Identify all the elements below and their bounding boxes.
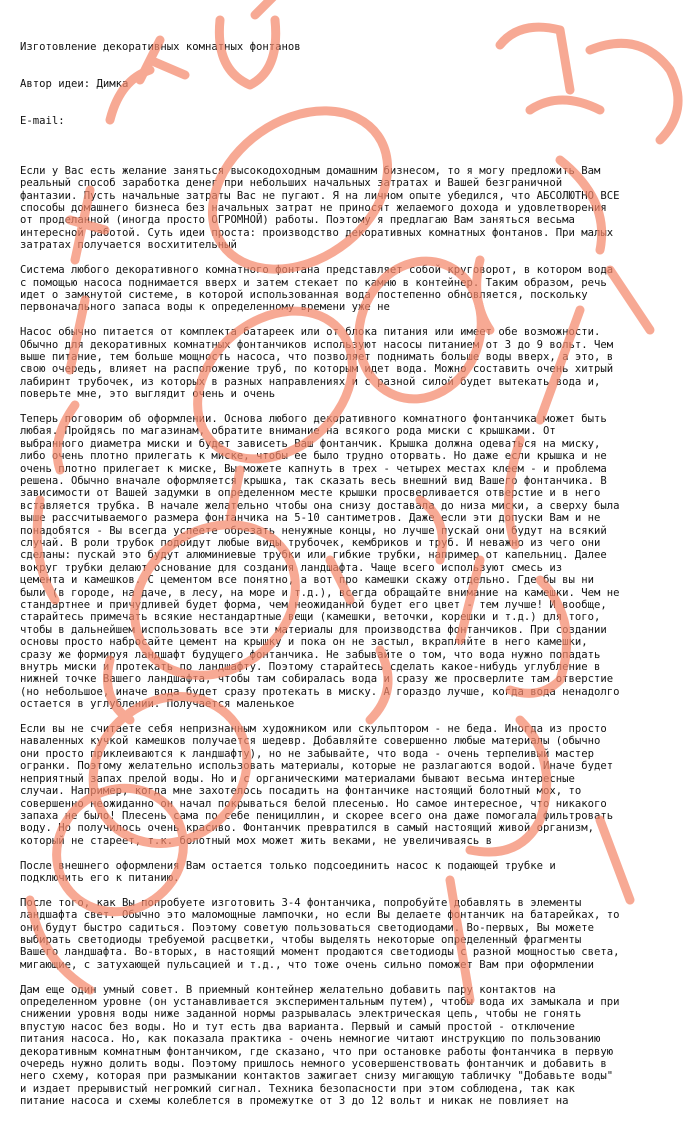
- text-line: выбранного диаметра миски и будет зависеть Ваш фонтанчик. Крышка должна одеваться на миску,: [20, 437, 601, 450]
- text-line: с помощью насоса поднимается вверх и затем стекает по камню в контейнер. Таким образом, речь: [20, 276, 607, 289]
- text-line: первоначального запаса воды к определенному времени уже не: [20, 301, 390, 314]
- text-line: они будут быстро садиться. Поэтому советую пользоваться светодиодами. Во-первых, Вы можете: [20, 921, 595, 934]
- text-line: стандартнее и причудливей будет форма, чем неожиданной будет его цвет - тем лучше! И вообще,: [20, 599, 607, 612]
- text-line: цемента и камешков. С цементом все понятно, а вот про камешки скажу отдельно. Где бы вы ни: [20, 574, 595, 587]
- text-line: свою очередь, влияет на расположение труб, по которым идет вода. Можно составить очень хитрый: [20, 363, 614, 376]
- paragraphs-container: [20, 165, 688, 1108]
- text-line: Обычно для декоративных комнатных фонтанчиков используют насосы питанием от 3 до 9 вольт. Чем: [20, 338, 614, 351]
- text-line: зависимости от Вашей задумки в определенном месте крышки просверливается отверстие и в него: [20, 487, 601, 500]
- author-line: Автор идеи: Димка: [20, 78, 129, 91]
- text-line: любая. Пройдясь по магазинам, обратите внимание на всякого рода миски с крышками. От: [20, 425, 556, 438]
- text-line: и издает прерывистый негромкий сигнал. Техника безопасности при этом соблюдена, так как: [20, 1082, 575, 1095]
- text-line: Если вы не считаете себя непризнанным художником или скульптором - не беда. Иногда из просто: [20, 723, 607, 736]
- email-line: E-mail:: [20, 115, 65, 128]
- paragraph: [20, 264, 688, 314]
- text-line: выше рассчитываемого размера фонтанчика на 5-10 сантиметров. Даже если эти допуски Вам и не: [20, 512, 601, 525]
- text-line: Насос обычно питается от комплекта батареек или от блока питания или имеет обе возможности.: [20, 326, 601, 339]
- text-line: случай. В роли трубок подойдут любые виды трубочек, кембриков и труб. И неважно из чего они: [20, 537, 601, 549]
- text-line: После внешнего оформления Вам остается только подсоединить насос к подающей трубке и: [20, 859, 556, 872]
- paragraph: [20, 326, 688, 400]
- text-line: мигающие, с затухающей пульсацией и т.д., что тоже очень сильно поможет Вам при оформлении: [20, 958, 595, 971]
- text-line: фантазии. Пусть начальные затраты Вас не пугают. Я на личном опыте убедился, что АБСОЛЮТНО ВСЕ: [20, 189, 620, 202]
- text-line: интересной работой. Суть идеи проста: производство декоративных комнатных фонтанов. При малых: [20, 226, 614, 239]
- text-line: выбирать светодиоды требуемой расцветки, чтобы выделять некоторые определенный фрагменты: [20, 933, 582, 946]
- text-line: Дам еще один умный совет. В приемный контейнер желательно добавить пару контактов на: [20, 983, 556, 996]
- text-line: наваленных кучкой камешков получается шедевр. Добавляйте совершенно любые материалы (обычно: [20, 735, 601, 748]
- text-line: Теперь поговорим об оформлении. Основа любого декоративного комнатного фонтанчика может быть: [20, 412, 607, 425]
- text-line: вставляется трубка. В начале желательно чтобы она снизу доставала до низа миски, а сверху была: [20, 499, 620, 512]
- text-line: реальный способ заработка денег при небольших начальных затратах и Вашей безграничной: [20, 177, 563, 190]
- text-line: лабиринт трубочек, из которых в разных направлениях и с разной силой будет вытекать вода и,: [20, 375, 601, 388]
- document-title: Изготовление декоративных комнатных фонтанов: [20, 40, 301, 53]
- text-line: очередь нужно долить воды. Поэтому пришлось немного усовершенствовать фонтанчик и добавить в: [20, 1058, 607, 1070]
- text-line: (но небольшое, иначе вода будет сразу протекать в миску. А гораздо лучше, когда вода ненадолго: [20, 685, 620, 698]
- paragraph: [20, 984, 688, 1108]
- text-line: определенном уровне (он устанавливается экспериментальным путем), чтобы вода их замыкала и при: [20, 995, 620, 1008]
- text-line: от проделанной (иногда просто ОГРОМНОЙ) работы. Поэтому я предлагаю Вам заняться весьма: [20, 214, 575, 227]
- text-line: запаха не было! Плесень сама по себе пенициллин, и скорее всего она даже помогала фильтровать: [20, 809, 614, 822]
- text-line: затратах получается восхитительный: [20, 239, 237, 252]
- text-line: вокруг трубки делают основание для создания ландшафта. Чаще всего используют смесь из: [20, 561, 563, 574]
- text-line: питания насоса. Но, как показала практика - очень немногие читают инструкцию по пользованию: [20, 1033, 601, 1046]
- text-line: случаи. Например, когда мне захотелось посадить на фонтанчике настоящий болотный мох, то: [20, 785, 582, 798]
- text-line: питание насоса и схемы колеблется в промежутке от 3 до 12 вольт и никак не повлияет на: [20, 1095, 569, 1108]
- text-line: совершенно неожиданно он начал покрываться белой плесенью. Но самое интересное, что никакого: [20, 797, 607, 810]
- text-line: воду. Но получилось очень красиво. Фонтанчик превратился в самый настоящий живой организм,: [20, 822, 595, 835]
- text-line: который не стареет, т.к. болотный мох может жить веками, не увеличиваясь в: [20, 834, 492, 847]
- document-text: [20, 16, 688, 1132]
- text-line: сделаны: пускай это будут алюминиевые трубки или гибкие трубки, например от капельниц. Далее: [20, 549, 607, 562]
- text-line: старайтесь примечать всякие нестандартные вещи (камешки, веточки, корешки и т.д.) для того,: [20, 611, 601, 624]
- text-line: идет о замкнутой системе, в которой использованная вода постепенно обновляется, поскольку: [20, 288, 588, 301]
- text-line: понадобятся - Вы всегда успеете обрезать ненужные концы, но лучше пускай они будут на всякий: [20, 524, 607, 537]
- text-line: чтобы в дальнейшем использовать все эти материалы для производства фонтанчиков. При создании: [20, 623, 607, 636]
- text-line: они просто приклеиваются к ландшафту), но не забывайте, что вода - очень терпеливый мастер: [20, 747, 595, 760]
- text-line: неприятный запах прелой воды. Но и с органическими материалами бывают весьма интересные: [20, 772, 575, 785]
- paragraph: [20, 723, 688, 847]
- text-line: После того, как Вы попробуете изготовить 3-4 фонтанчика, попробуйте добавлять в элементы: [20, 896, 582, 909]
- text-line: впустую насос без воды. Но и тут есть два варианта. Первый и самый простой - отключение: [20, 1020, 575, 1033]
- text-line: подключить его к питанию.: [20, 871, 180, 884]
- text-line: декоративным комнатным фонтанчиком, где сказано, что при остановке работы фонтанчика в первую: [20, 1045, 614, 1058]
- text-line: него схему, которая при размыкании контактов зажигает снизу мигающую табличку "Добавьте воды": [20, 1070, 614, 1083]
- text-line: сразу же формируя ландшафт будущего фонтанчика. Не забывайте о том, что вода нужно попадать: [20, 648, 601, 661]
- paragraph: [20, 897, 688, 971]
- text-line: ландшафта свет. Обычно это маломощные лампочки, но если Вы делаете фонтанчик на батарейках, то: [20, 909, 620, 922]
- paragraph: [20, 165, 688, 252]
- text-line: решена. Обычно вначале оформляется крышка, так сказать весь внешний вид Вашего фонтанчика. В: [20, 474, 607, 487]
- text-line: выше питание, тем больше мощность насоса, что позволяет поднимать больше воды вверх, а это, в: [20, 350, 614, 363]
- text-line: остается в углублении. Получается маленькое: [20, 698, 295, 711]
- text-line: нижней точке Вашего ландшафта, чтобы там собиралась вода и сразу же просверлите там отверстие: [20, 673, 614, 686]
- text-line: либо очень плотно прилегать к миске, чтобы ее было трудно оторвать. Но даже если крышка и не: [20, 450, 607, 463]
- text-line: снижении уровня воды ниже заданной нормы разрывалась электрическая цепь, чтобы не гонять: [20, 1008, 582, 1021]
- text-line: очень плотно прилегает к миске, Вы можете капнуть в трех - четырех местах клеем - и проблема: [20, 462, 607, 475]
- text-line: способы домашнего бизнеса без начальных затрат не приносят желаемого дохода и удовлетворения: [20, 202, 607, 215]
- text-line: Вашего ландшафта. Во-вторых, в настоящий момент продаются светодиоды с разной мощностью света,: [20, 946, 620, 959]
- text-line: Система любого декоративного комнатного фонтана представляет собой круговорот, в котором вода: [20, 264, 614, 277]
- text-line: поверьте мне, это выглядит очень и очень: [20, 388, 276, 401]
- text-line: Если у Вас есть желание заняться высокодоходным домашним бизнесом, то я могу предложить Вам: [20, 164, 601, 177]
- text-line: огранки. Поэтому желательно использовать материалы, которые не разлагаются водой. Иначе будет: [20, 760, 614, 773]
- text-line: основы просто набросайте цемент на крышку и пока он не застыл, вкрапляйте в него камешки,: [20, 636, 588, 649]
- text-line: были (в городе, на даче, в лесу, на море и т.д.), всегда обращайте внимание на камешки. Чем не: [20, 586, 620, 599]
- text-line: внутрь миски и протекать по ландшафту. Поэтому старайтесь сделать какое-нибудь углубление в: [20, 661, 601, 674]
- paragraph: [20, 860, 688, 885]
- paragraph: [20, 413, 688, 711]
